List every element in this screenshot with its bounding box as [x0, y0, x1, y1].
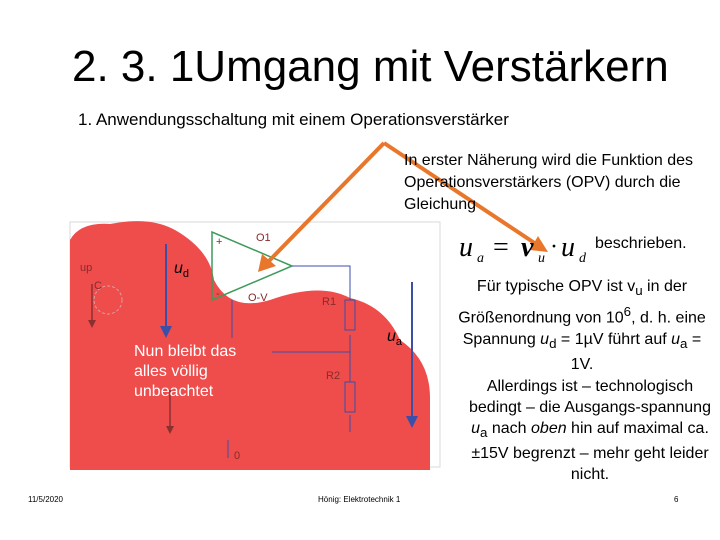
- eq-equals: =: [493, 232, 509, 263]
- opamp-label: O1: [256, 232, 271, 244]
- source-sign: C: [94, 280, 102, 292]
- described-text: beschrieben.: [595, 235, 687, 252]
- eq-v: v: [521, 232, 534, 263]
- eq-ud-sub: d: [579, 251, 586, 266]
- typical-post1: , d. h. eine Spannung: [462, 309, 706, 348]
- slide-title: 2. 3. 1Umgang mit Verstärkern: [72, 42, 669, 91]
- typical-post3: = 1V.: [570, 330, 702, 373]
- eq-ud: u: [561, 232, 575, 263]
- typical-post2: = 1µV führt auf: [556, 330, 672, 348]
- eq-v-sub: u: [538, 251, 545, 266]
- eq-ua-sub: a: [477, 251, 484, 266]
- opamp-plus-label: +: [216, 236, 223, 248]
- typical-exp: 6: [623, 304, 632, 320]
- however-oben: oben: [531, 420, 567, 437]
- ua-label: [387, 328, 402, 348]
- slide-subtitle: 1. Anwendungsschaltung mit einem Operationsverstärker: [78, 110, 509, 129]
- source-label: up: [80, 262, 93, 274]
- however-ua: u: [471, 420, 480, 437]
- approximation-text: In erster Näherung wird die Funktion des Operationsverstärkers (OPV) durch die Gleichung: [404, 152, 694, 213]
- unbeachtet-callout: Nun bleibt das alles völlig unbeachtet: [130, 338, 272, 386]
- however-ua-sub: a: [480, 425, 488, 441]
- however-mid: nach: [487, 420, 532, 437]
- opamp-minus-label: -: [216, 288, 220, 300]
- eq-dot: ·: [550, 234, 558, 260]
- ud-label: [174, 260, 189, 280]
- ua-label-sub: a: [395, 336, 403, 349]
- typical-opv-text: [454, 276, 710, 375]
- footer-page-number: 6: [674, 495, 679, 504]
- typical-ua-sub: a: [680, 335, 688, 351]
- typical-ud-sub: d: [549, 335, 557, 351]
- ground-label: 0: [234, 450, 241, 462]
- ua-label-main: u: [387, 328, 396, 345]
- opv-label: O-V: [248, 292, 268, 304]
- however-pre: Allerdings ist – technologisch bedingt – die Ausgangs-spannung: [469, 378, 711, 416]
- typical-ua: u: [671, 330, 681, 348]
- r1-label: R1: [322, 296, 337, 308]
- typical-vu-sub: u: [635, 283, 643, 299]
- amplifier-equation: [455, 228, 595, 268]
- equation-svg: [455, 228, 595, 268]
- ud-label-sub: d: [182, 268, 190, 281]
- ud-label-main: u: [174, 260, 183, 277]
- footer-date: 11/5/2020: [28, 495, 63, 504]
- limitation-text: [462, 376, 718, 485]
- typical-ud: u: [540, 330, 550, 348]
- eq-ua: u: [459, 232, 473, 263]
- however-post: hin auf maximal ca. ±15V begrenzt – mehr geht leider nicht.: [471, 420, 709, 484]
- r2-label: R2: [326, 370, 341, 382]
- typical-pre: Für typische OPV ist v: [476, 278, 636, 295]
- footer-author: Hönig: Elektrotechnik 1: [318, 495, 401, 504]
- typical-mid: in der Größenordnung von 10: [458, 278, 688, 327]
